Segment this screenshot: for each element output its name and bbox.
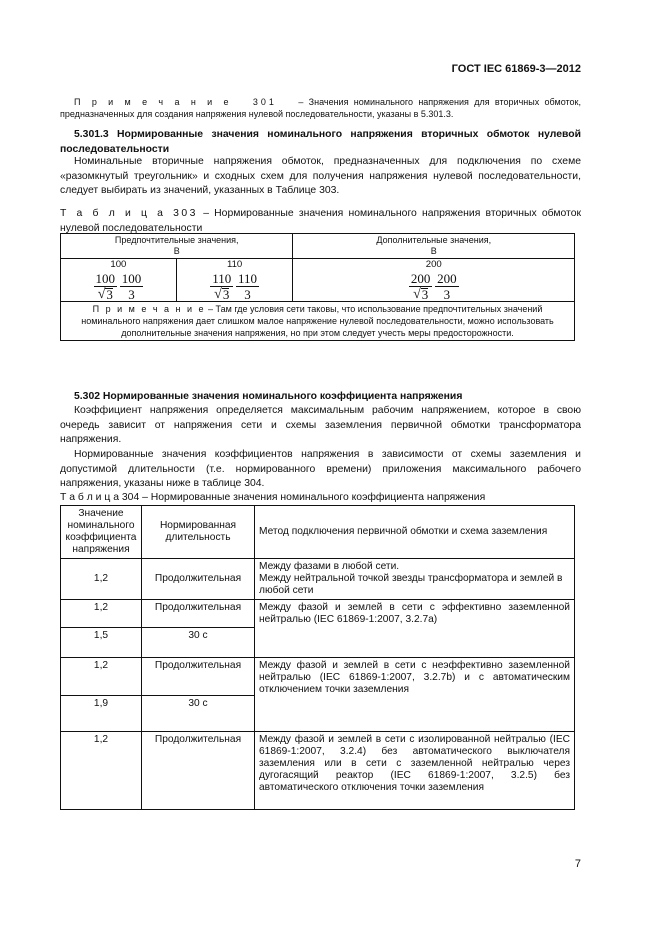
page-header: ГОСТ IEC 61869-3—2012 — [451, 63, 581, 75]
table-row — [61, 658, 575, 696]
table-304-header-duration: Нормированная длительность — [142, 506, 255, 559]
table-row — [61, 732, 575, 810]
table-303-header-additional: Дополнительные значения, В — [293, 234, 575, 259]
section-5-302-title: 5.302 Нормированные значения номинального коэффициента напряжения — [74, 391, 463, 402]
section-5-301-3-title: 5.301.3 Нормированные значения номинального напряжения вторичных обмоток нулевой последовательности — [60, 129, 581, 155]
section-5-301-3-body: Номинальные вторичные напряжения обмоток, предназначенных для подключения по схеме «разомкнутый треугольник» и сходных схем для получения напряжения нулевой последовательности, следует выбирать из значений, указанных в Таблице 303. — [60, 156, 581, 196]
table-304-method: Между фазой и землей в сети с эффективно заземленной нейтралью (IEC 61869-1:2007, 3.2.7a) — [255, 600, 575, 658]
table-303-col-200: 200 200 √ 3 $\frac{200}{3}$ — [293, 259, 575, 302]
table-303-col-100: 100 100 √ 3 $\frac{100}{3}$ — [61, 259, 177, 302]
table-row — [61, 559, 575, 600]
table-304-method: Между фазой и землей в сети с неэффективно заземленной нейтралью (IEC 61869-1:2007, 3.2.7b) и с автоматическим отключением точки заземления — [255, 658, 575, 732]
table-304-duration: Продолжительная — [142, 732, 255, 810]
table-303 — [60, 233, 575, 341]
table-303-col-110: 110 110 √ 3 $\frac{110}{3}$ — [176, 259, 293, 302]
section-5-302-para-2: Нормированные значения коэффициентов напряжения в зависимости от схемы заземления и допустимой длительности (т.е. нормированного времени) приложения максимального рабочего напряжения, указаны ниже в таблице 304. — [60, 449, 581, 489]
page-number: 7 — [574, 858, 581, 870]
table-304-duration: Продолжительная — [142, 559, 255, 600]
table-304-coef: 1,2 — [61, 559, 142, 600]
table-304-header-coefficient: Значение номинального коэффициента напряжения — [61, 506, 142, 559]
table-303-header-preferred: Предпочтительные значения, В — [61, 234, 293, 259]
table-304-duration: 30 с — [142, 628, 255, 658]
note-301: П р и м е ч а н и е 301 – Значения номинального напряжения для вторичных обмоток, предназначенных для создания напряжения нулевой последовательности, указаны в 5.301.3. — [60, 97, 581, 119]
table-304-duration: Продолжительная — [142, 658, 255, 696]
table-304-coef: 1,2 — [61, 658, 142, 696]
table-304-header-method: Метод подключения первичной обмотки и схема заземления — [255, 506, 575, 559]
table-304-coef: 1,9 — [61, 696, 142, 732]
table-304 — [60, 505, 575, 810]
table-304-caption: Т а б л и ц а 304 – Нормированные значения номинального коэффициента напряжения — [60, 492, 486, 503]
table-304-method: Между фазой и землей в сети с изолированной нейтралью (IEC 61869-1:2007, 3.2.4) без автоматического выключателя заземления или в сети с заземленной нейтралью через дугогасящий реактор (IEC 61869-1:2007, 3.2.5) без автоматического отключения точки заземления — [255, 732, 575, 810]
table-303-caption: Т а б л и ц а 303 – Нормированные значения номинального напряжения вторичных обмоток нулевой последовательности — [60, 208, 582, 234]
table-304-duration: Продолжительная — [142, 600, 255, 628]
table-row — [61, 600, 575, 628]
table-304-coef: 1,2 — [61, 600, 142, 628]
table-303-note: П р и м е ч а н и е – Там где условия сети таковы, что использование предпочтительных значений номинального напряжения дает слишком малое напряжение нулевой последовательности, можно использовать дополнительные значения напряжения, но при этом следует учесть меры предосторожности. — [61, 302, 575, 341]
table-304-duration: 30 с — [142, 696, 255, 732]
table-304-coef: 1,5 — [61, 628, 142, 658]
table-304-method: Между фазами в любой сети. Между нейтральной точкой звезды трансформатора и землей в любой сети — [255, 559, 575, 600]
table-304-coef: 1,2 — [61, 732, 142, 810]
section-5-302-para-1: Коэффициент напряжения определяется максимальным рабочим напряжением, которое в свою очередь зависит от напряжения сети и схемы заземления первичной обмотки трансформатора напряжения. — [60, 405, 581, 445]
